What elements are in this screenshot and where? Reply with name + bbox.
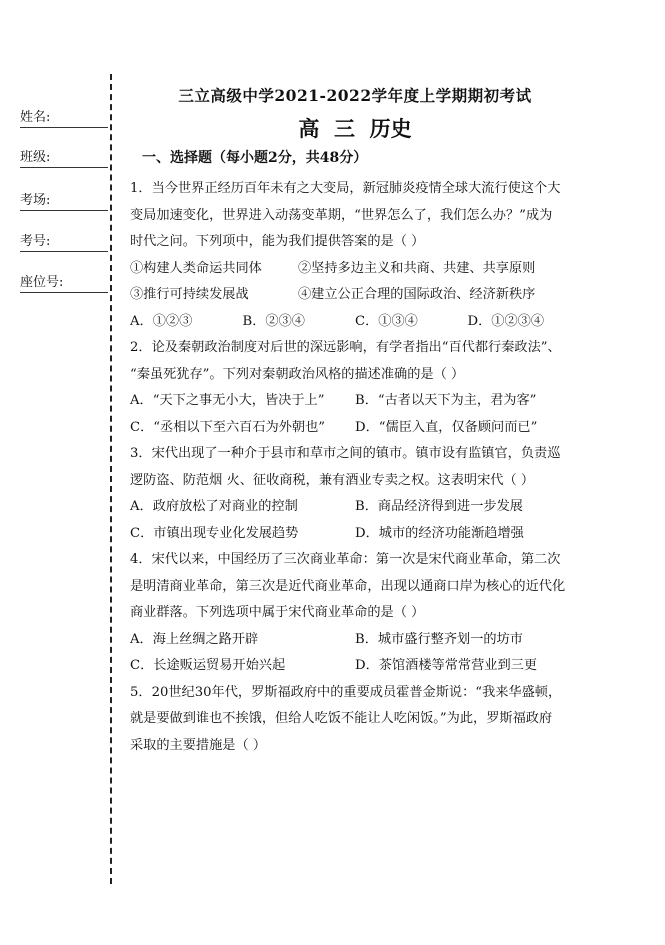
question-stem-line: 2．论及秦朝政治制度对后世的深远影响，有学者指出“百代都行秦政法”、: [130, 340, 561, 355]
option-c[interactable]: C．市镇出现专业化发展趋势: [130, 525, 299, 541]
option-a[interactable]: A．①②③: [130, 313, 193, 329]
section-title: 一、选择题（每小题2分，共48分）: [142, 150, 368, 166]
exam-title: 三立高级中学2021-2022学年度上学期期初考试: [178, 86, 532, 105]
option-d[interactable]: D．城市的经济功能渐趋增强: [355, 525, 524, 541]
option-b[interactable]: B．城市盛行整齐划一的坊市: [355, 631, 523, 647]
statement-4: ④建立公正合理的国际政治、经济新秩序: [298, 287, 536, 302]
statement-row: [130, 282, 580, 309]
answer-options: [130, 309, 580, 336]
binding-dashed-line: [110, 74, 112, 884]
answer-options: [130, 415, 580, 442]
question-stem-line: 5．20世纪30年代，罗斯福政府中的重要成员霍普金斯说：“我来华盛顿，: [130, 684, 562, 700]
statement-2: ②坚持多边主义和共商、共建、共享原则: [298, 260, 536, 276]
option-b[interactable]: B．商品经济得到进一步发展: [355, 499, 523, 514]
option-a[interactable]: A．政府放松了对商业的控制: [130, 499, 298, 514]
statement-1: ①构建人类命运共同体: [130, 260, 262, 276]
question-stem-line: 采取的主要措施是（ ）: [130, 737, 267, 753]
statement-3: ③推行可持续发展战: [130, 287, 249, 302]
statement-row: [130, 256, 580, 283]
question-stem-line: 3．宋代出现了一种介于县市和草市之间的镇市。镇市设有监镇官，负责巡: [130, 446, 561, 461]
question-stem-line: 1．当今世界正经历百年未有之大变局，新冠肺炎疫情全球大流行使这个大: [130, 181, 561, 196]
question-1: [130, 176, 580, 335]
option-c[interactable]: C．长途贩运贸易开始兴起: [130, 658, 286, 673]
question-stem-line: 变局加速变化，世界进入动荡变革期，“世界怎么了，我们怎么办？”成为: [130, 207, 553, 223]
option-d[interactable]: D．茶馆酒楼等常常营业到三更: [355, 658, 538, 673]
option-d[interactable]: D．①②③④: [467, 313, 545, 329]
option-c[interactable]: C．①③④: [355, 313, 418, 329]
exam-room-field[interactable]: 考场:: [20, 193, 108, 211]
question-4: [130, 547, 580, 680]
answer-options: [130, 653, 580, 680]
answer-options: [130, 521, 580, 548]
question-stem-line: 4．宋代以来，中国经历了三次商业革命：第一次是宋代商业革命，第二次: [130, 552, 561, 567]
question-2: [130, 335, 580, 441]
option-b[interactable]: B．“古者以天下为主，君为客”: [355, 393, 537, 408]
student-info-fields: [20, 0, 112, 945]
class-field[interactable]: 班级:: [20, 150, 108, 168]
option-b[interactable]: B．②③④: [242, 313, 305, 329]
option-a[interactable]: A．海上丝绸之路开辟: [130, 631, 259, 647]
question-5: [130, 680, 580, 760]
seat-number-field[interactable]: 座位号:: [20, 275, 108, 293]
option-c[interactable]: C．“丞相以下至六百石为外朝也”: [130, 419, 326, 435]
subject-title: 高 三 历史: [298, 116, 412, 141]
option-d[interactable]: D．“儒臣入直，仅备顾问而已”: [355, 419, 538, 435]
option-a[interactable]: A．“天下之事无小大，皆决于上”: [130, 393, 325, 408]
question-stem-line: 时代之问。下列项中，能为我们提供答案的是（ ）: [130, 234, 425, 249]
question-stem-line: 就是要做到谁也不挨饿，但给人吃饭不能让人吃闲饭。”为此，罗斯福政府: [130, 711, 553, 726]
name-field[interactable]: 姓名:: [20, 110, 108, 128]
question-stem-line: “秦虽死犹存”。下列对秦朝政治风格的描述准确的是（ ）: [130, 366, 465, 382]
question-stem-line: 商业群落。下列选项中属于宋代商业革命的是（ ）: [130, 605, 425, 620]
question-stem-line: 逻防盗、防范烟 火、征收商税，兼有酒业专卖之权。这表明宋代（ ）: [130, 472, 535, 488]
answer-options: [130, 494, 580, 521]
exam-number-field[interactable]: 考号:: [20, 234, 108, 252]
question-3: [130, 441, 580, 547]
answer-options: [130, 627, 580, 654]
exam-content: [130, 84, 580, 759]
answer-options: [130, 388, 580, 415]
question-stem-line: 是明清商业革命，第三次是近代商业革命，出现以通商口岸为核心的近代化: [130, 578, 566, 594]
